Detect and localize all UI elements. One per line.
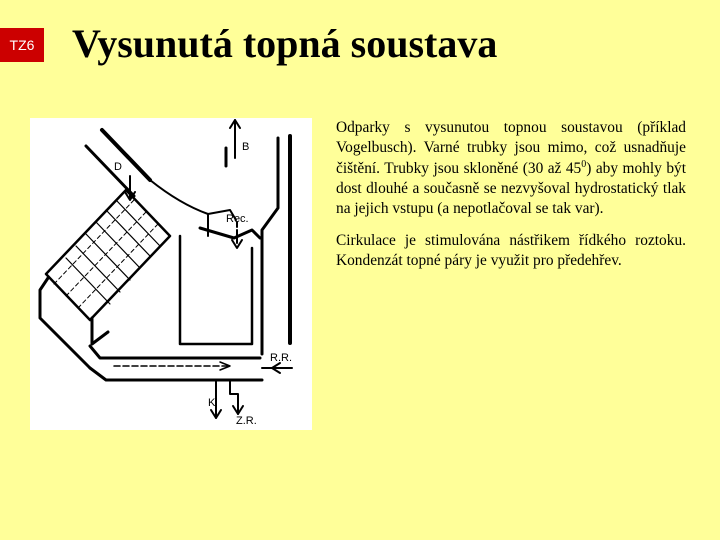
paragraph-1 bbox=[336, 118, 686, 219]
evaporator-diagram bbox=[30, 118, 312, 430]
label-zr: Z.R. bbox=[236, 415, 257, 427]
label-b: B bbox=[242, 141, 250, 153]
label-rr: R.R. bbox=[270, 352, 292, 364]
evaporator-drawing bbox=[30, 118, 312, 430]
paragraph-1-text-end: ) aby mohly být dost dlouhé a současně se nezvyšoval hydrostatický tlak na jejich vstupu (a nepotlačoval se tak var). bbox=[336, 160, 686, 218]
slide-number-badge: TZ6 bbox=[0, 28, 44, 62]
label-d: D bbox=[114, 161, 122, 173]
label-rec: Rec. bbox=[226, 213, 249, 225]
label-k: K bbox=[208, 397, 216, 409]
slide-title: Vysunutá topná soustava bbox=[72, 21, 498, 66]
paragraph-1-text: Odparky s vysunutou topnou soustavou (příklad Vogelbusch). Varné trubky jsou mimo, což usnadňuje čištění. Trubky jsou skloněné (30 až 45 bbox=[336, 119, 686, 178]
degree-superscript: 0 bbox=[581, 159, 587, 171]
description-text bbox=[336, 118, 686, 283]
paragraph-2: Cirkulace je stimulována nástřikem řídkého roztoku. Kondenzát topné páry je využit pro předehřev. bbox=[336, 232, 686, 270]
